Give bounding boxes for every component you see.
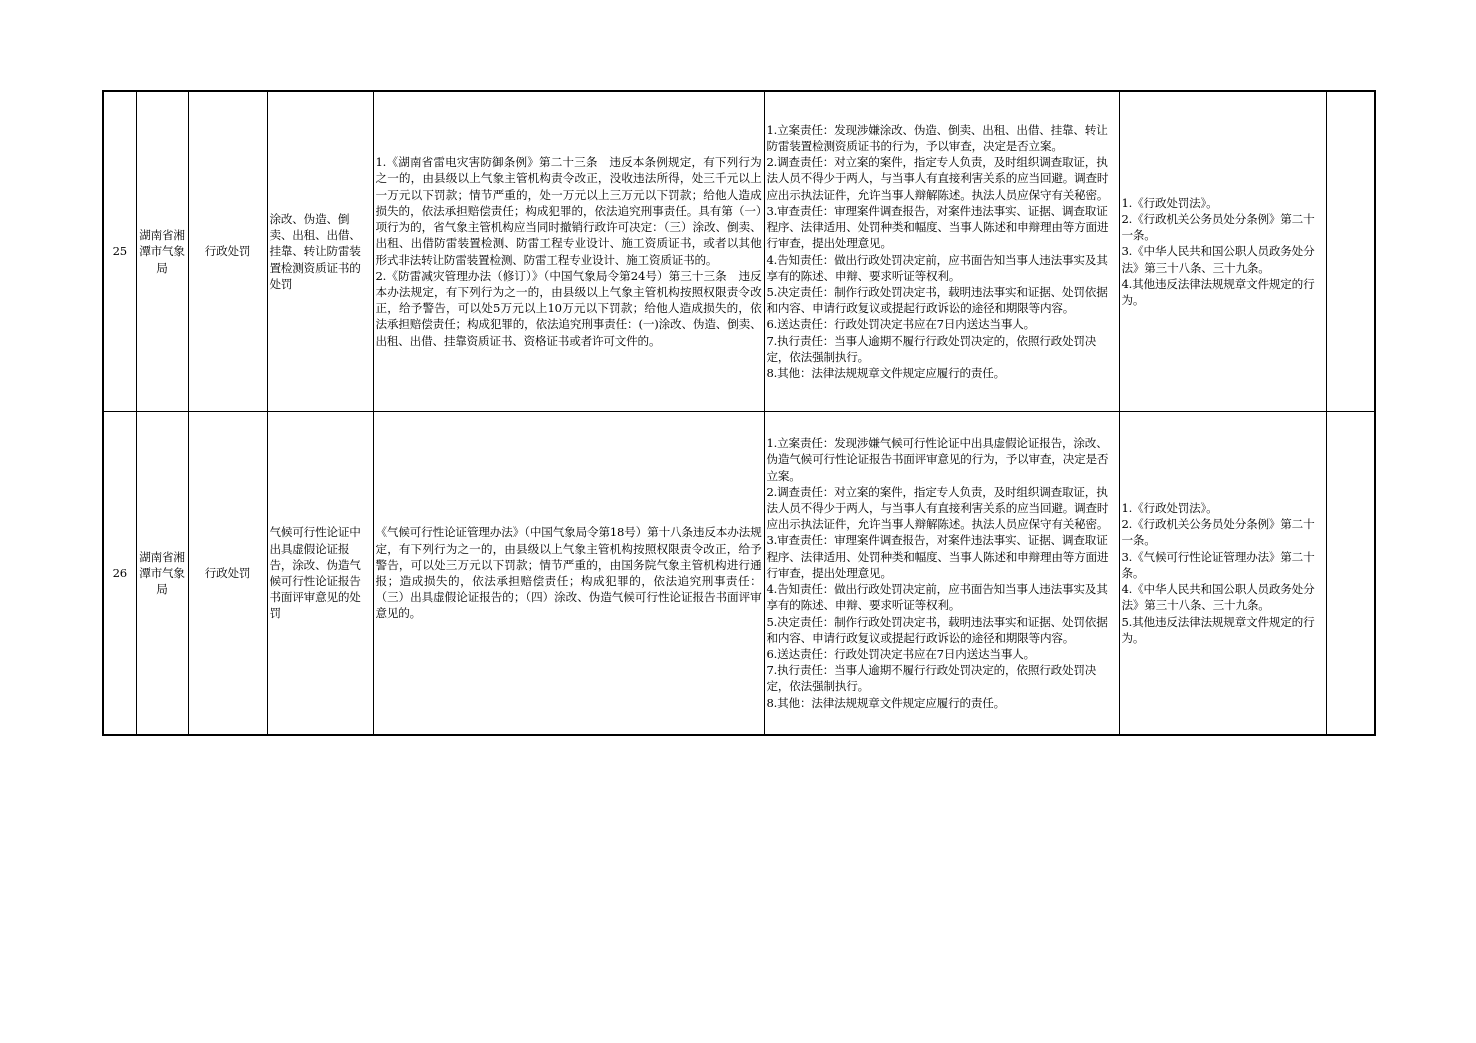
responsibility-item: 7.执行责任：当事人逾期不履行行政处罚决定的，依照行政处罚决定，依法强制执行。 [766,333,1097,364]
responsibility-item: 2.调查责任：对立案的案件，指定专人负责，及时组织调查取证，执法人员不得少于两人，与当事人有直接利害关系的应当回避。调查时应出示执法证件，允许当事人辩解陈述。执法人员应保守有关秘密。 [766,155,1109,202]
accountability-item: 1.《行政处罚法》。 [1121,501,1218,516]
accountability-item: 4.其他违反法律法规规章文件规定的行为。 [1121,276,1315,307]
accountability-item: 4.《中华人民共和国公职人员政务处分法》第三十八条、三十九条。 [1121,582,1315,613]
responsibility-item: 8.其他：法律法规规章文件规定应履行的责任。 [766,365,1006,380]
responsibility-item: 8.其他：法律法规规章文件规定应履行的责任。 [766,695,1006,710]
table-row [103,412,1375,736]
table-row [103,91,1375,412]
accountability-basis-cell [1119,412,1326,736]
responsibilities-cell [764,91,1119,412]
responsibility-item: 5.决定责任：制作行政处罚决定书，载明违法事实和证据、处罚依据和内容、申请行政复议或提起行政诉讼的途径和期限等内容。 [766,614,1108,645]
responsibility-item: 6.送达责任：行政处罚决定书应在7日内送达当事人。 [766,317,1036,332]
category-cell: 行政处罚 [188,412,267,736]
accountability-item: 3.《中华人民共和国公职人员政务处分法》第三十八条、三十九条。 [1121,244,1315,275]
responsibility-item: 1.立案责任：发现涉嫌气候可行性论证中出具虚假论证报告，涂改、伪造气候可行性论证报告书面评审意见的行为，予以审查，决定是否立案。 [766,436,1109,483]
legal-basis-text: 1.《湖南省雷电灾害防御条例》第二十三条 违反本条例规定，有下列行为之一的，由县级以上气象主管机构责令改正，没收违法所得，处三千元以上一万元以下罚款；情节严重的，处一万元以上三万元以下罚款；给他人造成损失的，依法承担赔偿责任；构成犯罪的，依法追究刑事责任。具有第（一）项行为的，省气象主管机构应当同时撤销行政许可决定：（三）涂改、倒卖、出租、出借防雷装置检测、防雷工程专业设计、施工资质证书，或者以其他形式非法转让防雷装置检测、防雷工程专业设计、施工资质证书的。 2.《防雷减灾管理办法（修订）》（中国气象局令第24号）第三十三条 违反本办法规定，有下列行为之一的，由县级以上气象主管机构按照权限责令改正，给予警告，可以处5万元以上10万元以下罚款；给他人造成损失的，依法承担赔偿责任；构成犯罪的，依法追究刑事责任：(一)涂改、伪造、倒卖、出租、出借、挂靠资质证书、资格证书或者许可文件的。 [375,155,762,348]
remarks-cell [1326,91,1375,412]
responsibility-item: 6.送达责任：行政处罚决定书应在7日内送达当事人。 [766,646,1036,661]
item-name-cell: 气候可行性论证中出具虚假论证报告，涂改、伪造气候可行性论证报告书面评审意见的处罚 [267,412,373,736]
accountability-item: 1.《行政处罚法》。 [1121,195,1218,210]
row-number: 26 [103,412,136,736]
responsibility-item: 4.告知责任：做出行政处罚决定前，应书面告知当事人违法事实及其享有的陈述、申辩、要求听证等权利。 [766,582,1108,613]
category-cell: 行政处罚 [188,91,267,412]
accountability-item: 2.《行政机关公务员处分条例》第二十一条。 [1121,517,1315,548]
remarks-cell [1326,412,1375,736]
responsibility-item: 5.决定责任：制作行政处罚决定书，载明违法事实和证据、处罚依据和内容、申请行政复议或提起行政诉讼的途径和期限等内容。 [766,284,1108,316]
legal-basis-cell [373,91,764,412]
accountability-item: 2.《行政机关公务员处分条例》第二十一条。 [1121,211,1315,243]
responsibilities-cell [764,412,1119,736]
power-list-table [102,90,1376,736]
department-cell: 湖南省湘潭市气象局 [136,91,188,412]
responsibility-item: 3.审查责任：审理案件调查报告，对案件违法事实、证据、调查取证程序、法律适用、处罚种类和幅度、当事人陈述和申辩理由等方面进行审查，提出处理意见。 [766,533,1109,580]
legal-basis-text: 《气候可行性论证管理办法》（中国气象局令第18号）第十八条违反本办法规定，有下列行为之一的，由县级以上气象主管机构按照权限责令改正，给予警告，可以处三万元以下罚款；情节严重的，由国务院气象主管机构进行通报；造成损失的，依法承担赔偿责任；构成犯罪的，依法追究刑事责任：（三）出具虚假论证报告的；（四）涂改、伪造气候可行性论证报告书面评审意见的。 [375,525,762,621]
department-cell: 湖南省湘潭市气象局 [136,412,188,736]
row-number: 25 [103,91,136,412]
item-name-cell: 涂改、伪造、倒卖、出租、出借、挂靠、转让防雷装置检测资质证书的处罚 [267,91,373,412]
accountability-item: 5.其他违反法律法规规章文件规定的行为。 [1121,614,1315,645]
accountability-item: 3.《气候可行性论证管理办法》第二十条。 [1121,549,1315,580]
responsibility-item: 7.执行责任：当事人逾期不履行行政处罚决定的，依照行政处罚决定，依法强制执行。 [766,663,1097,694]
accountability-basis-cell [1119,91,1326,412]
responsibility-item: 3.审查责任：审理案件调查报告，对案件违法事实、证据、调查取证程序、法律适用、处罚种类和幅度、当事人陈述和申辩理由等方面进行审查，提出处理意见。 [766,203,1109,251]
responsibility-item: 4.告知责任：做出行政处罚决定前，应书面告知当事人违法事实及其享有的陈述、申辩、要求听证等权利。 [766,252,1108,283]
responsibility-item: 1.立案责任：发现涉嫌涂改、伪造、倒卖、出租、出借、挂靠、转让防雷装置检测资质证书的行为，予以审查，决定是否立案。 [766,122,1108,154]
responsibility-item: 2.调查责任：对立案的案件，指定专人负责，及时组织调查取证，执法人员不得少于两人，与当事人有直接利害关系的应当回避。调查时应出示执法证件，允许当事人辩解陈述。执法人员应保守有关秘密。 [766,484,1109,532]
legal-basis-cell [373,412,764,736]
